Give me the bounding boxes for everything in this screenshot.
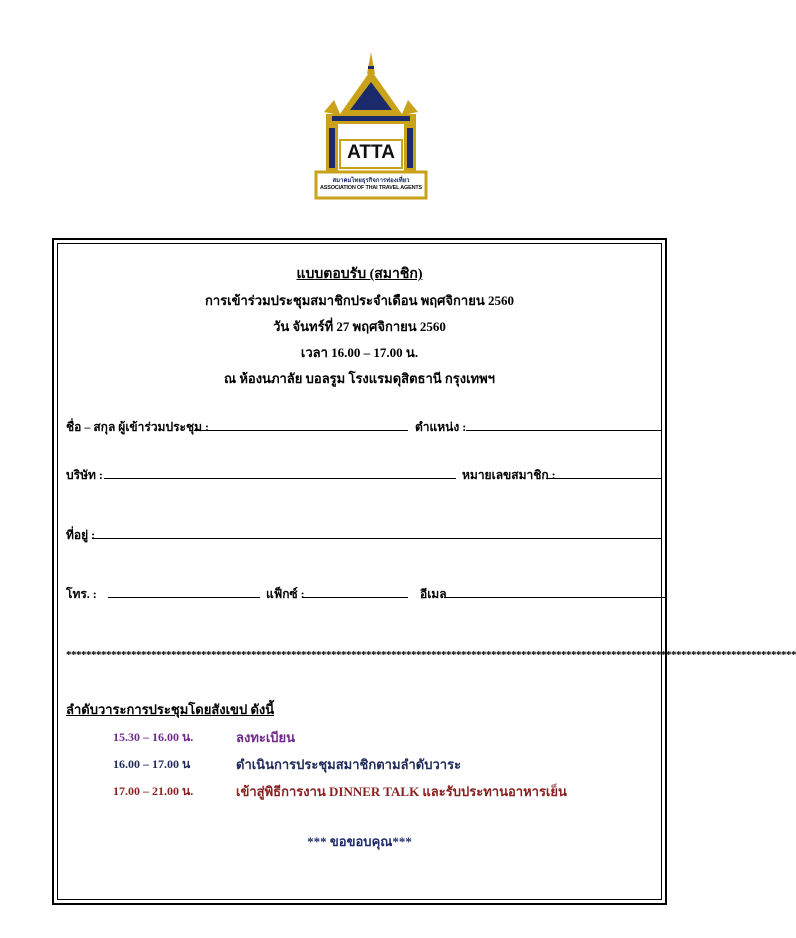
- member-number-label: หมายเลขสมาชิก :: [462, 468, 556, 482]
- thank-you-note: *** ขอขอบคุณ***: [307, 834, 412, 849]
- address-label: ที่อยู่ :: [66, 528, 96, 542]
- email-label: อีเมล: [420, 587, 447, 601]
- name-field[interactable]: [194, 430, 408, 431]
- fax-field[interactable]: [302, 597, 408, 598]
- meeting-date: วัน จันทร์ที่ 27 พฤศจิกายน 2560: [273, 319, 446, 334]
- form-inner-border: [57, 243, 796, 900]
- member-number-field[interactable]: [546, 478, 662, 479]
- company-label: บริษัท :: [66, 468, 103, 482]
- position-field[interactable]: [466, 430, 662, 431]
- agenda-item-2-time: 16.00 – 17.00 น: [113, 757, 191, 771]
- meeting-venue: ณ ห้องนภาลัย บอลรูม โรงแรมดุสิตธานี กรุงเทพฯ: [224, 371, 495, 386]
- agenda-title: ลำดับวาระการประชุมโดยสังเขป ดังนี้: [66, 702, 275, 717]
- fax-label: แฟ็กซ์ :: [266, 587, 305, 601]
- email-field[interactable]: [444, 597, 666, 598]
- phone-field[interactable]: [108, 597, 260, 598]
- asterisk-separator: **************************************************************************************************************************************************: [66, 649, 796, 661]
- agenda-item-1-time: 15.30 – 16.00 น.: [113, 730, 194, 744]
- logo-acronym: ATTA: [347, 142, 395, 163]
- agenda-item-1-desc: ลงทะเบียน: [236, 730, 296, 745]
- address-field[interactable]: [92, 538, 662, 539]
- name-label: ชื่อ – สกุล ผู้เข้าร่วมประชุม :: [66, 420, 210, 434]
- logo-thai-name: สมาคมไทยธุรกิจการท่องเที่ยว: [332, 177, 410, 184]
- meeting-time: เวลา 16.00 – 17.00 น.: [300, 345, 419, 360]
- agenda-item-3-time: 17.00 – 21.00 น.: [113, 784, 194, 798]
- atta-logo: [312, 52, 430, 200]
- form-subtitle: การเข้าร่วมประชุมสมาชิกประจำเดือน พฤศจิกายน 2560: [205, 293, 514, 308]
- logo-english-name: ASSOCIATION OF THAI TRAVEL AGENTS: [320, 185, 422, 191]
- agenda-item-2-desc: ดำเนินการประชุมสมาชิกตามลำดับวาระ: [236, 757, 462, 772]
- company-field[interactable]: [104, 478, 456, 479]
- form-frame: [52, 238, 796, 905]
- position-label: ตำแหน่ง :: [415, 420, 467, 434]
- form-title: แบบตอบรับ (สมาชิก): [296, 267, 423, 282]
- phone-label: โทร. :: [66, 587, 97, 601]
- agenda-item-3-desc: เข้าสู่พิธีการงาน DINNER TALK และรับประทานอาหารเย็น: [236, 784, 567, 799]
